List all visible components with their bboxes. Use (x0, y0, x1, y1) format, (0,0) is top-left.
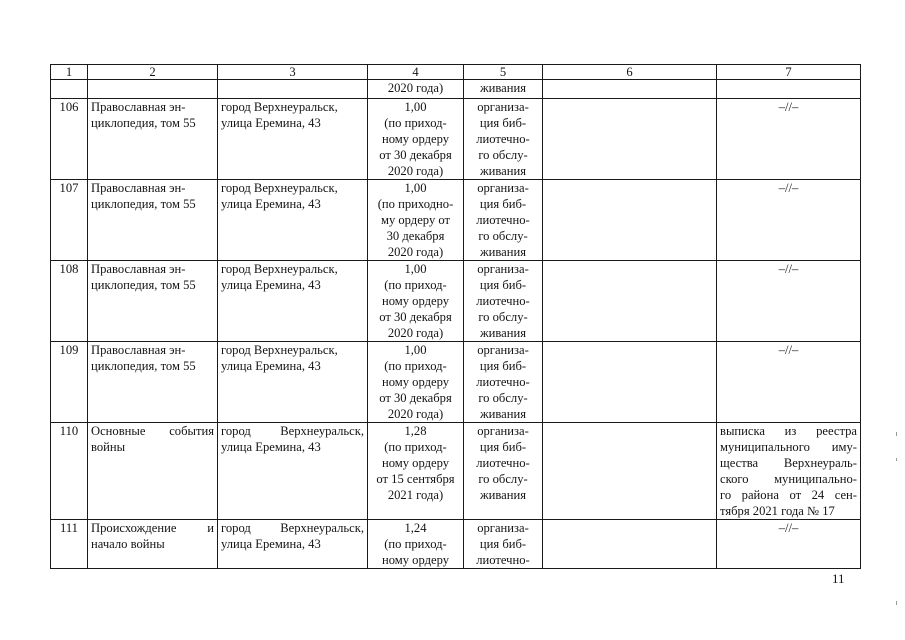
column-number: 1 (51, 65, 88, 80)
column-6-cell (543, 261, 717, 342)
column-6-cell (543, 80, 717, 99)
basis-line: муниципального иму- (720, 440, 857, 454)
continued-row (51, 80, 861, 99)
amount-cell: 2020 года) (368, 80, 464, 99)
basis-line: го района от 24 сен- (720, 488, 857, 502)
column-number: 6 (543, 65, 717, 80)
row-number-cell: 107 (51, 180, 88, 261)
name-cell (88, 80, 218, 99)
purpose-cell: организа- ция биб- лиотечно- го обслу- живания (464, 180, 543, 261)
name-cell: Православная эн- циклопедия, том 55 (88, 99, 218, 180)
name-cell (88, 520, 218, 569)
basis-cell: –//– (717, 99, 861, 180)
row-number-cell: 106 (51, 99, 88, 180)
column-number-row (51, 65, 861, 80)
property-register-table (50, 64, 861, 569)
address-cell: город Верхнеуральск, улица Еремина, 43 (218, 261, 368, 342)
column-6-cell (543, 342, 717, 423)
column-number: 2 (88, 65, 218, 80)
address-line: улица Еремина, 43 (221, 537, 321, 551)
table-row (51, 99, 861, 180)
row-number-cell: 109 (51, 342, 88, 423)
column-number: 7 (717, 65, 861, 80)
column-6-cell (543, 99, 717, 180)
scan-speck (896, 432, 897, 436)
address-cell (218, 423, 368, 520)
basis-line: тября 2021 года № 17 (720, 504, 835, 518)
purpose-cell: организа- ция биб- лиотечно- го обслу- живания (464, 261, 543, 342)
basis-line: щества Верхнеураль- (720, 456, 857, 470)
name-cell (88, 423, 218, 520)
address-cell: город Верхнеуральск, улица Еремина, 43 (218, 342, 368, 423)
basis-cell: –//– (717, 342, 861, 423)
name-cell: Православная эн- циклопедия, том 55 (88, 342, 218, 423)
purpose-cell: организа- ция биб- лиотечно- го обслу- живания (464, 342, 543, 423)
name-line: Основные события (91, 424, 214, 438)
table-row (51, 423, 861, 520)
column-6-cell (543, 520, 717, 569)
scan-speck (896, 601, 897, 605)
column-6-cell (543, 180, 717, 261)
row-number-cell (51, 80, 88, 99)
basis-cell (717, 80, 861, 99)
column-number: 5 (464, 65, 543, 80)
basis-cell: –//– (717, 520, 861, 569)
amount-cell: 1,00 (по приход- ному ордеру от 30 декабря 2020 года) (368, 342, 464, 423)
amount-cell: 1,00 (по приходно- му ордеру от 30 декабря 2020 года) (368, 180, 464, 261)
name-cell: Православная эн- циклопедия, том 55 (88, 180, 218, 261)
name-line: войны (91, 440, 126, 454)
purpose-cell: организа- ция биб- лиотечно- го обслу- живания (464, 99, 543, 180)
column-number: 4 (368, 65, 464, 80)
address-cell: город Верхнеуральск, улица Еремина, 43 (218, 99, 368, 180)
column-6-cell (543, 423, 717, 520)
address-line: улица Еремина, 43 (221, 440, 321, 454)
page-number: 11 (832, 571, 845, 586)
purpose-cell: организа- ция биб- лиотечно- го обслу- живания (464, 423, 543, 520)
address-line: город Верхнеуральск, (221, 521, 364, 535)
address-cell: город Верхнеуральск, улица Еремина, 43 (218, 180, 368, 261)
name-cell: Православная эн- циклопедия, том 55 (88, 261, 218, 342)
name-line: Происхождение и (91, 521, 214, 535)
amount-cell: 1,00 (по приход- ному ордеру от 30 декабря 2020 года) (368, 261, 464, 342)
basis-cell: –//– (717, 261, 861, 342)
purpose-cell: организа- ция биб- лиотечно- (464, 520, 543, 569)
basis-cell (717, 423, 861, 520)
scan-speck (896, 458, 897, 461)
amount-cell: 1,00 (по приход- ному ордеру от 30 декабря 2020 года) (368, 99, 464, 180)
amount-cell: 1,28 (по приход- ному ордеру от 15 сентября 2021 года) (368, 423, 464, 520)
column-number: 3 (218, 65, 368, 80)
table-row (51, 520, 861, 569)
row-number-cell: 110 (51, 423, 88, 520)
table-row (51, 342, 861, 423)
basis-cell: –//– (717, 180, 861, 261)
amount-cell: 1,24 (по приход- ному ордеру (368, 520, 464, 569)
address-cell (218, 80, 368, 99)
row-number-cell: 111 (51, 520, 88, 569)
basis-line: выписка из реестра (720, 424, 857, 438)
address-cell (218, 520, 368, 569)
basis-line: ского муниципально- (720, 472, 857, 486)
table-row (51, 261, 861, 342)
address-line: город Верхнеуральск, (221, 424, 364, 438)
name-line: начало войны (91, 537, 165, 551)
purpose-cell: живания (464, 80, 543, 99)
row-number-cell: 108 (51, 261, 88, 342)
table-row (51, 180, 861, 261)
